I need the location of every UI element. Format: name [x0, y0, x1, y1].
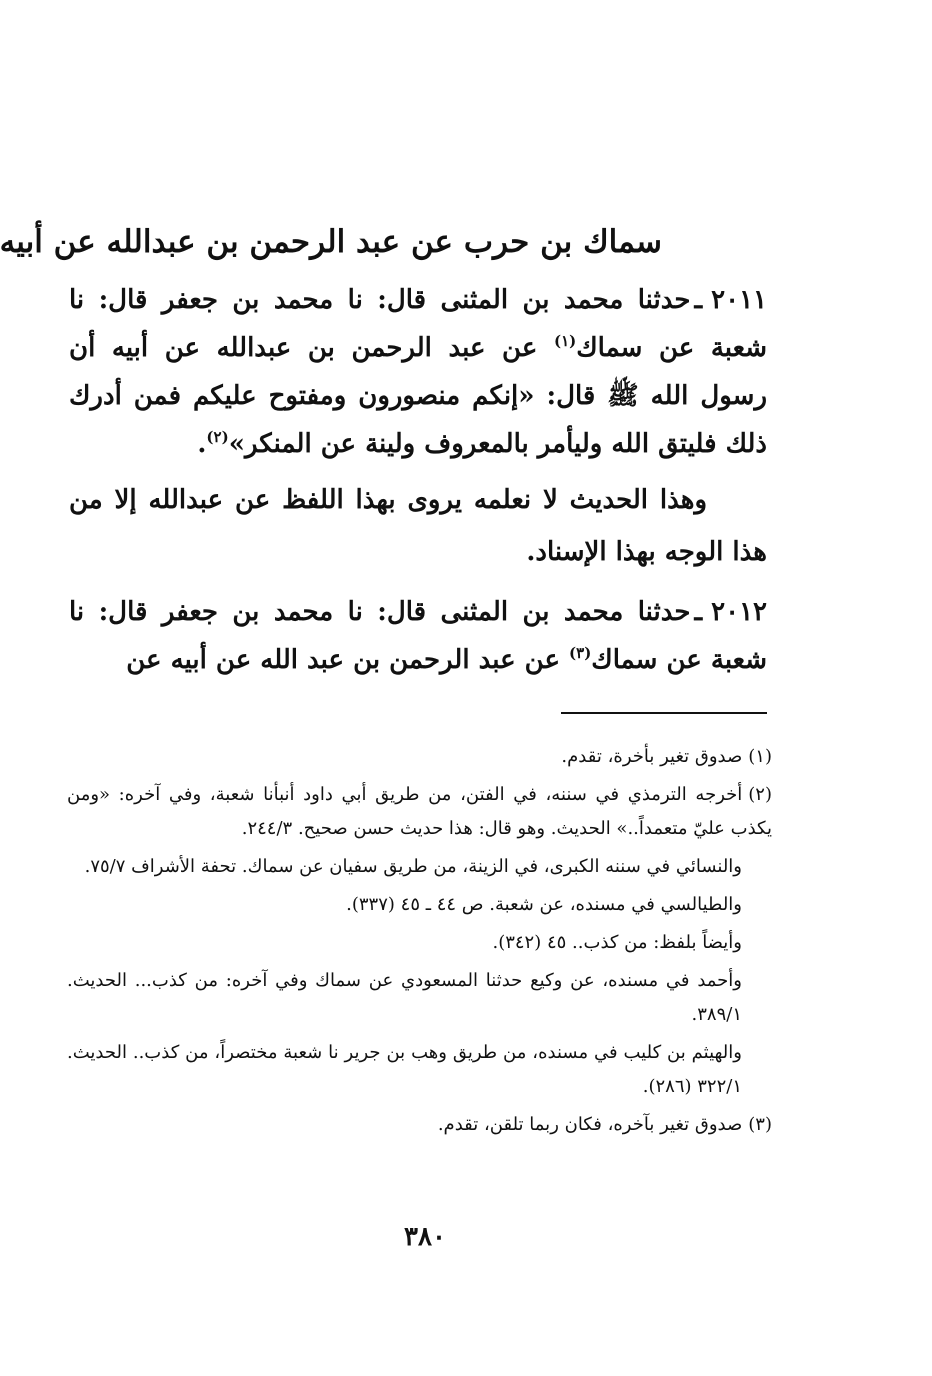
footnote-text: والنسائي في سننه الكبرى، في الزينة، من طريق سفيان عن سماك. تحفة الأشراف ٧٥/٧. [84, 856, 742, 877]
hadith-text: حدثنا محمد بن المثنى قال: نا محمد بن جعفر قال: نا شعبة عن سماك [69, 597, 767, 675]
chapter-heading: سماك بن حرب عن عبد الرحمن بن عبدالله عن أبيه [0, 224, 662, 260]
footnote-ref[interactable]: (٢) [206, 428, 229, 446]
footnotes [67, 740, 772, 1146]
footnote-text: أخرجه الترمذي في سننه، في الفتن، من طريق أبي داود أنبأنا شعبة، وفي آخره: «ومن يكذب عليّ متعمداً..» الحديث. وهو قال: هذا حديث حسن صحيح. ٢٤٤/٣. [67, 784, 772, 839]
footnote-text: والهيثم بن كليب في مسنده، من طريق وهب بن جرير نا شعبة مختصراً، من كذب.. الحديث. ٣٢٢/١ (٢٨٦). [67, 1042, 742, 1097]
footnote [67, 1108, 772, 1142]
footnote-mark: (١) [748, 746, 772, 767]
footnote-continuation [67, 1036, 772, 1104]
footnote-continuation [67, 964, 772, 1032]
hadith-number: ٢٠١٢ ـ [694, 597, 767, 627]
footnote-text: صدوق تغير بآخره، فكان ربما تلقن، تقدم. [437, 1114, 743, 1135]
footnote-text: صدوق تغير بأخرة، تقدم. [561, 746, 743, 767]
footnote-continuation [67, 850, 772, 884]
footnote-text: وأحمد في مسنده، عن وكيع حدثنا المسعودي عن سماك وفي آخره: من كذب... الحديث. ٣٨٩/١. [67, 970, 742, 1025]
page-number: ٣٨٠ [404, 1222, 446, 1252]
hadith-2012 [69, 588, 767, 684]
hadith-text: عن عبد الرحمن بن عبدالله عن أبيه أن رسول الله ﷺ قال: «إنكم منصورون ومفتوح عليكم فمن أدرك ذلك فليتق الله وليأمر بالمعروف ولينة عن المنكر» [69, 333, 767, 459]
author-comment: وهذا الحديث لا نعلمه يروى بهذا اللفظ عن عبدالله إلا من هذا الوجه بهذا الإسناد. [69, 485, 767, 567]
footnote-continuation [67, 926, 772, 960]
footnote-divider [561, 712, 767, 714]
footnote-text: وأيضاً بلفظ: من كذب.. ٤٥ (٣٤٢). [492, 932, 742, 953]
footnote-ref[interactable]: (١) [553, 332, 577, 350]
footnote-mark: (٣) [748, 1114, 772, 1135]
footnote [67, 740, 772, 774]
footnote-mark: (٢) [748, 784, 772, 805]
footnote-text: والطيالسي في مسنده، عن شعبة. ص ٤٤ ـ ٤٥ (٣٣٧). [346, 894, 742, 915]
hadith-text: حدثنا محمد بن المثنى قال: نا محمد بن جعفر قال: نا شعبة عن سماك [69, 285, 767, 363]
footnote-ref[interactable]: (٣) [569, 644, 592, 662]
hadith-text: عن عبد الرحمن بن عبد الله عن أبيه عن [126, 645, 570, 675]
hadith-2011 [69, 276, 767, 468]
footnote-continuation [67, 888, 772, 922]
hadith-text: . [197, 429, 207, 459]
hadith-number: ٢٠١١ ـ [694, 285, 767, 315]
footnote [67, 778, 772, 846]
